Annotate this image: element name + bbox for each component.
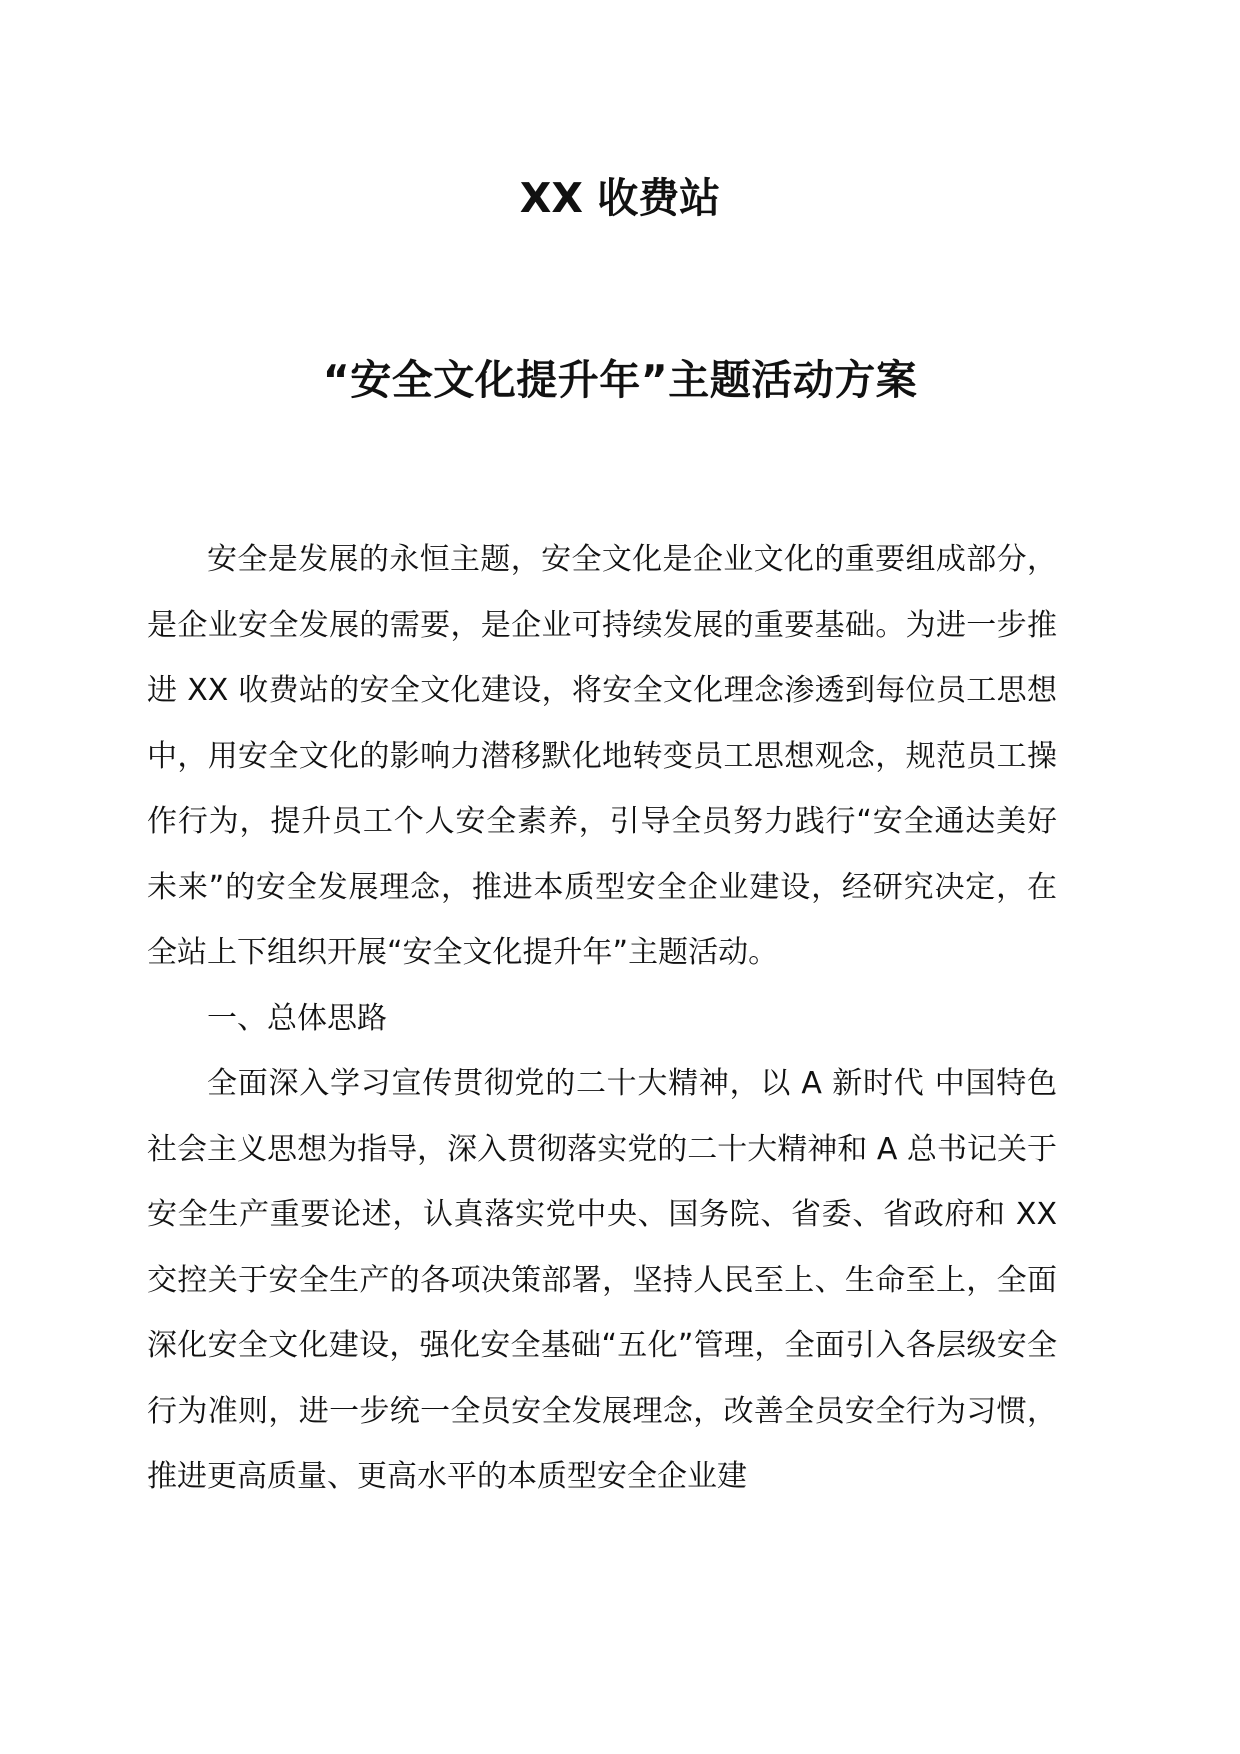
section-heading-overall-approach: 一、总体思路 bbox=[207, 1000, 387, 1036]
paragraph-intro: 安全是发展的永恒主题，安全文化是企业文化的重要组成部分，是企业安全发展的需要，是企业可持续发展的重要基础。为进一步推进 XX 收费站的安全文化建设，将安全文化理念渗透到每位员工思想中，用安全文化的影响力潜移默化地转变员工思想观念，规范员工操作行为，提升员工个人安全素养，引导全员努力践行“安全通达美好未来”的安全发展理念，推进本质型安全企业建设，经研究决定，在全站上下组织开展“安全文化提升年”主题活动。 bbox=[147, 542, 1057, 970]
document-body bbox=[147, 527, 1057, 1510]
paragraph-overall-approach: 全面深入学习宣传贯彻党的二十大精神，以 A 新时代 中国特色社会主义思想为指导，深入贯彻落实党的二十大精神和 A 总书记关于安全生产重要论述，认真落实党中央、国务院、省委、省政府和 XX 交控关于安全生产的各项决策部署，坚持人民至上、生命至上，全面深化安全文化建设，强化安全基础“五化”管理，全面引入各层级安全行为准则，进一步统一全员安全发展理念，改善全员安全行为习惯，推进更高质量、更高水平的本质型安全企业建 bbox=[147, 1066, 1057, 1494]
document-subtitle: “安全文化提升年”主题活动方案 bbox=[322, 356, 918, 404]
document-title: XX 收费站 bbox=[519, 174, 721, 222]
